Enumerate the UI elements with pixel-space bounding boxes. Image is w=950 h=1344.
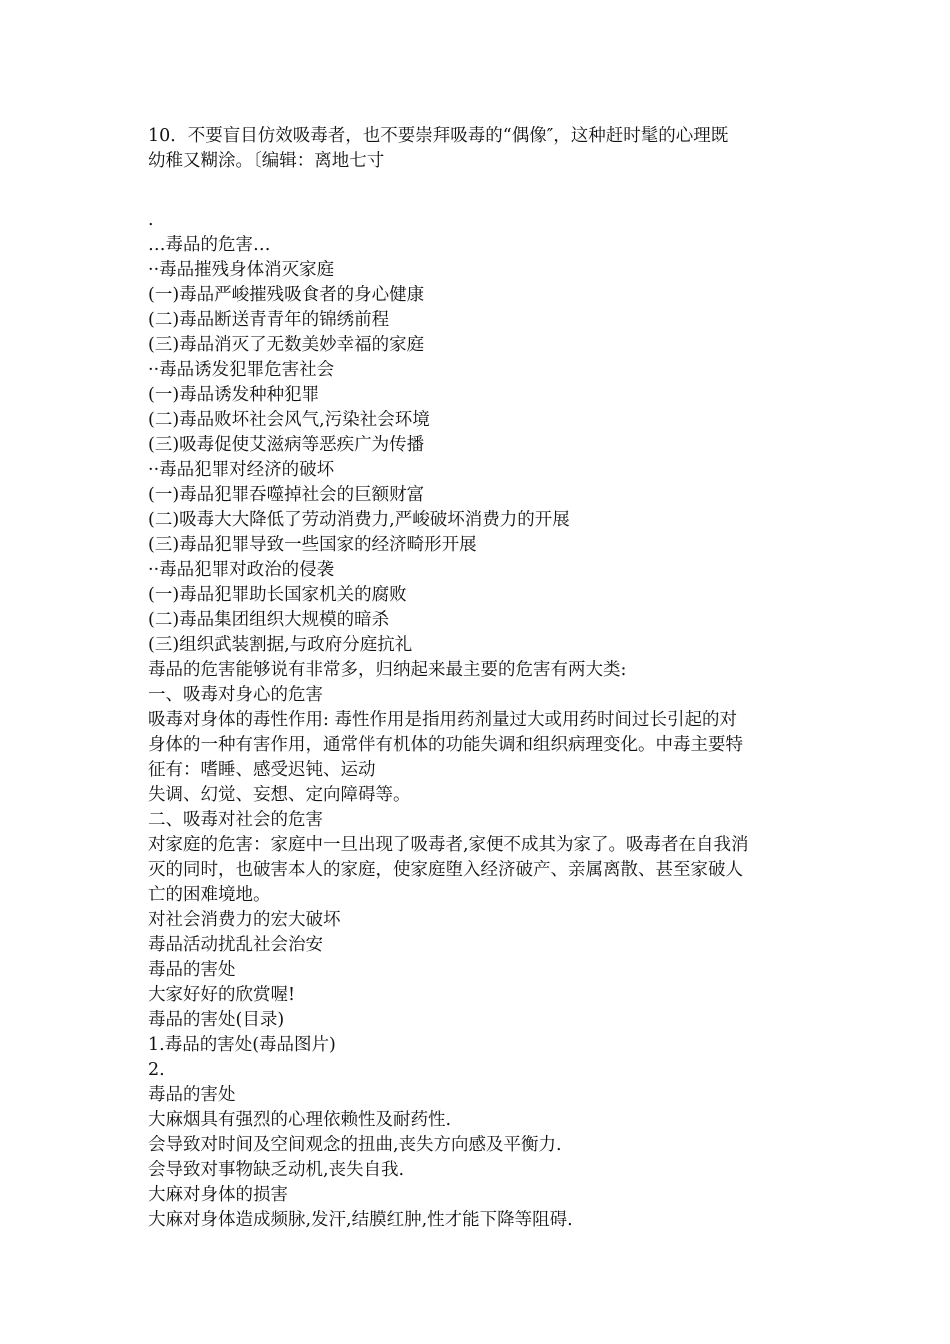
- list-item: (三)毒品犯罪导致一些国家的经济畸形开展: [148, 535, 477, 555]
- body-harm-line-3: 征有：嗜睡、感受迟钝、运动: [148, 760, 376, 780]
- separator-dot: .: [148, 210, 154, 230]
- list-item: (一)毒品犯罪吞噬掉社会的巨额财富: [148, 485, 425, 505]
- heading-body-harm: 一、吸毒对身心的危害: [148, 685, 323, 705]
- text-line: 会导致对时间及空间观念的扭曲,丧失方向感及平衡力.: [148, 1135, 562, 1155]
- list-item: (一)毒品诱发种种犯罪: [148, 385, 320, 405]
- body-harm-line-2: 身体的一种有害作用，通常伴有机体的功能失调和组织病理变化。中毒主要特: [148, 735, 743, 755]
- list-item: (二)毒品断送青青年的锦绣前程: [148, 310, 390, 330]
- family-harm-line-3: 亡的困难境地。: [148, 885, 271, 905]
- subsection-heading: ··毒品犯罪对政治的侵袭: [148, 560, 335, 580]
- text-line: 会导致对事物缺乏动机,丧失自我.: [148, 1160, 405, 1180]
- subsection-heading: ··毒品摧残身体消灭家庭: [148, 260, 335, 280]
- text-line: 大麻对身体的损害: [148, 1185, 288, 1205]
- family-harm-line-1: 对家庭的危害：家庭中一旦出现了吸毒者,家便不成其为家了。吸毒者在自我消: [148, 835, 749, 855]
- text-line: 对社会消费力的宏大破坏: [148, 910, 341, 930]
- section-title: …毒品的危害…: [148, 235, 271, 255]
- list-item: (三)吸毒促使艾滋病等恶疾广为传播: [148, 435, 425, 455]
- list-item: (二)毒品集团组织大规模的暗杀: [148, 610, 390, 630]
- text-line: 毒品的害处: [148, 960, 236, 980]
- text-line: 毒品的害处: [148, 1085, 236, 1105]
- body-harm-line-1: 吸毒对身体的毒性作用: 毒性作用是指用药剂量过大或用药时间过长引起的对: [148, 710, 737, 730]
- body-harm-line-4: 失调、幻觉、妄想、定向障碍等。: [148, 785, 411, 805]
- list-item: (一)毒品犯罪助长国家机关的腐败: [148, 585, 407, 605]
- list-item: (二)毒品败坏社会风气,污染社会环境: [148, 410, 430, 430]
- text-line: 大麻烟具有强烈的心理依赖性及耐药性.: [148, 1110, 452, 1130]
- paragraph-gap: [148, 174, 808, 208]
- document-body: [148, 124, 808, 1233]
- text-line: 毒品的害处(目录): [148, 1010, 285, 1030]
- intro-line-2: 幼稚又糊涂。〔编辑：离地七寸: [148, 151, 385, 171]
- family-harm-line-2: 灭的同时，也破害本人的家庭，使家庭堕入经济破产、亲属离散、甚至家破人: [148, 860, 743, 880]
- text-line: 2.: [148, 1060, 165, 1080]
- list-item: (三)毒品消灭了无数美妙幸福的家庭: [148, 335, 425, 355]
- subsection-heading: ··毒品诱发犯罪危害社会: [148, 360, 335, 380]
- list-item: (二)吸毒大大降低了劳动消费力,严峻破坏消费力的开展: [148, 510, 570, 530]
- text-line: 1.毒品的害处(毒品图片): [148, 1035, 336, 1055]
- subsection-heading: ··毒品犯罪对经济的破坏: [148, 460, 335, 480]
- summary-line: 毒品的危害能够说有非常多，归纳起来最主要的危害有两大类:: [148, 660, 627, 680]
- text-line: 毒品活动扰乱社会治安: [148, 935, 323, 955]
- list-item: (一)毒品严峻摧残吸食者的身心健康: [148, 285, 425, 305]
- text-line: 大家好好的欣赏喔!: [148, 985, 296, 1005]
- heading-social-harm: 二、吸毒对社会的危害: [148, 810, 323, 830]
- list-item: (三)组织武装割据,与政府分庭抗礼: [148, 635, 413, 655]
- intro-line-1: 10．不要盲目仿效吸毒者，也不要崇拜吸毒的“偶像″，这种赶时髦的心理既: [148, 126, 729, 146]
- text-line: 大麻对身体造成频脉,发汗,结膜红肿,性才能下降等阻碍.: [148, 1210, 573, 1230]
